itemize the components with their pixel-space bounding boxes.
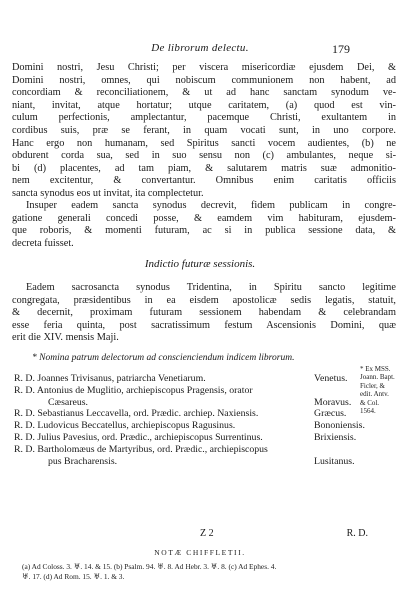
section-title: Indictio futuræ sessionis. — [144, 258, 256, 270]
text-line: decreta fuisset. — [12, 237, 74, 249]
margin-note-line: edit. Antv. — [360, 390, 389, 399]
text-line: congregata, præsidentibus in ea eisdem apostolicæ sedis legatis, statuit, — [12, 294, 396, 306]
father-name: R. D. Antonius de Muglitio, archiepiscopus Pragensis, orator — [14, 384, 253, 396]
text-line: & decernit, proximam futuram sessionem habendam & celebrandam — [12, 307, 396, 319]
text-line: cordibus suis, præ se ferant, in quam vocati sunt, in uno corpore. — [12, 124, 396, 136]
father-name: R. D. Joannes Trivisanus, patriarcha Venetiarum. — [14, 373, 206, 384]
page-header — [0, 42, 400, 58]
text-line: sancta synodus eos ut invitat, ita complectetur. — [12, 187, 204, 199]
text-line: esse feria quinta, post sacratissimum festum Ascensionis Domini, quæ — [12, 319, 396, 331]
text-line: que roboris, & momenti futuram, ac si in publica sessione data, & — [12, 225, 396, 237]
list-item — [14, 444, 354, 456]
list-item — [14, 456, 354, 468]
margin-note — [360, 365, 398, 415]
catchword: R. D. — [346, 528, 368, 539]
list-item — [14, 431, 357, 444]
text-line: Hanc ergo non humanam, sed Spiritus sancti vocem audientes, (b) ne — [12, 137, 396, 149]
text-line: obdurent corda sua, sed in suo sensu non (c) ambulantes, neque si- — [12, 150, 396, 162]
father-name: R. D. Sebastianus Leccavella, ord. Prædic. archiep. Naxiensis. — [14, 408, 259, 420]
father-name: R. D. Ludovicus Beccatellus, archiepiscopus Ragusinus. — [14, 420, 236, 432]
father-name: pus Bracharensis. — [48, 455, 118, 467]
fathers-list — [14, 373, 365, 467]
list-item — [14, 397, 354, 409]
text-line: culum perfectionis, amplectantur, pacemque Christi, exultantem in — [12, 112, 396, 124]
father-name: R. D. Bartholomæus de Martyribus, ord. Prædic., archiepiscopus — [14, 443, 268, 455]
page-footer — [0, 528, 400, 542]
paragraph-2 — [12, 200, 396, 250]
list-item — [14, 420, 365, 432]
margin-note-line: * Ex MSS. — [360, 365, 391, 373]
text-line: bi (d) placentes, ad tam piam, & salutarem matris suæ admonitio- — [12, 162, 396, 174]
text-line: nem excitentur, & convertantur. Omnibus enim caritatis officiis — [12, 175, 396, 187]
father-origin: Venetus. — [314, 373, 348, 384]
margin-note-line: & Col. — [360, 398, 380, 407]
text-line: erit die XIV. mensis Maji. — [12, 332, 119, 344]
text-line: Eadem sacrosancta synodus Tridentina, in Spiritu sancto legitime — [26, 282, 396, 293]
footnotes — [22, 562, 362, 581]
text-line: Domini nostri, Jesu Christi; per viscera misericordiæ ejusdem Dei, & — [12, 62, 396, 73]
father-origin: Moravus. — [314, 396, 352, 408]
paragraph-3 — [12, 282, 396, 345]
list-heading: * Nomina patrum delectorum ad conscienciendum indicem librorum. — [32, 353, 295, 363]
running-head: De librorum delectu. — [151, 42, 249, 54]
text-line: concordiam & reconciliationem, & ut ad hanc sanctam synodum ve- — [12, 87, 396, 99]
margin-note-line: 1564. — [360, 407, 376, 416]
list-item — [14, 373, 354, 385]
list-item — [14, 385, 354, 397]
margin-note-line: Ficler, & — [360, 381, 385, 390]
signature-mark: Z 2 — [200, 528, 214, 539]
footnote-line: (a) Ad Coloss. 3. ♅. 14. & 15. (b) Psalm. 94. ♅. 8. Ad Hebr. 3. ♅. 8. (c) Ad Ephes. 4. — [22, 562, 277, 571]
father-origin: Lusitanus. — [314, 455, 355, 467]
page-number: 179 — [332, 42, 350, 56]
footnote-line: ♅. 17. (d) Ad Rom. 15. ♅. 1. & 3. — [22, 571, 125, 581]
father-name: R. D. Julius Pavesius, ord. Prædic., archiepiscopus Surrentinus. — [14, 431, 263, 443]
text-line: niant, invitat, atque hortatur; utque caritatem, (a) quod est vin- — [12, 99, 396, 111]
father-origin: Bononiensis. — [314, 420, 365, 432]
list-item — [14, 408, 354, 420]
paragraph-1 — [12, 62, 396, 201]
notes-title: NOTÆ CHIFFLETII. — [154, 548, 246, 557]
margin-note-line: Joann. Bapt. — [360, 373, 395, 382]
text-line: gatione generali concedi posse, & eamdem vim habituram, ejusdem- — [12, 212, 396, 224]
father-origin: Græcus. — [314, 408, 347, 420]
text-line: Domini nostri, omnes, qui nobiscum communionem non habent, ad — [12, 74, 396, 86]
text-line: Insuper eadem sancta synodus decrevit, fidem publicam in congre- — [26, 200, 396, 211]
father-origin: Brixiensis. — [314, 431, 357, 443]
father-name: Cæsareus. — [48, 396, 89, 408]
